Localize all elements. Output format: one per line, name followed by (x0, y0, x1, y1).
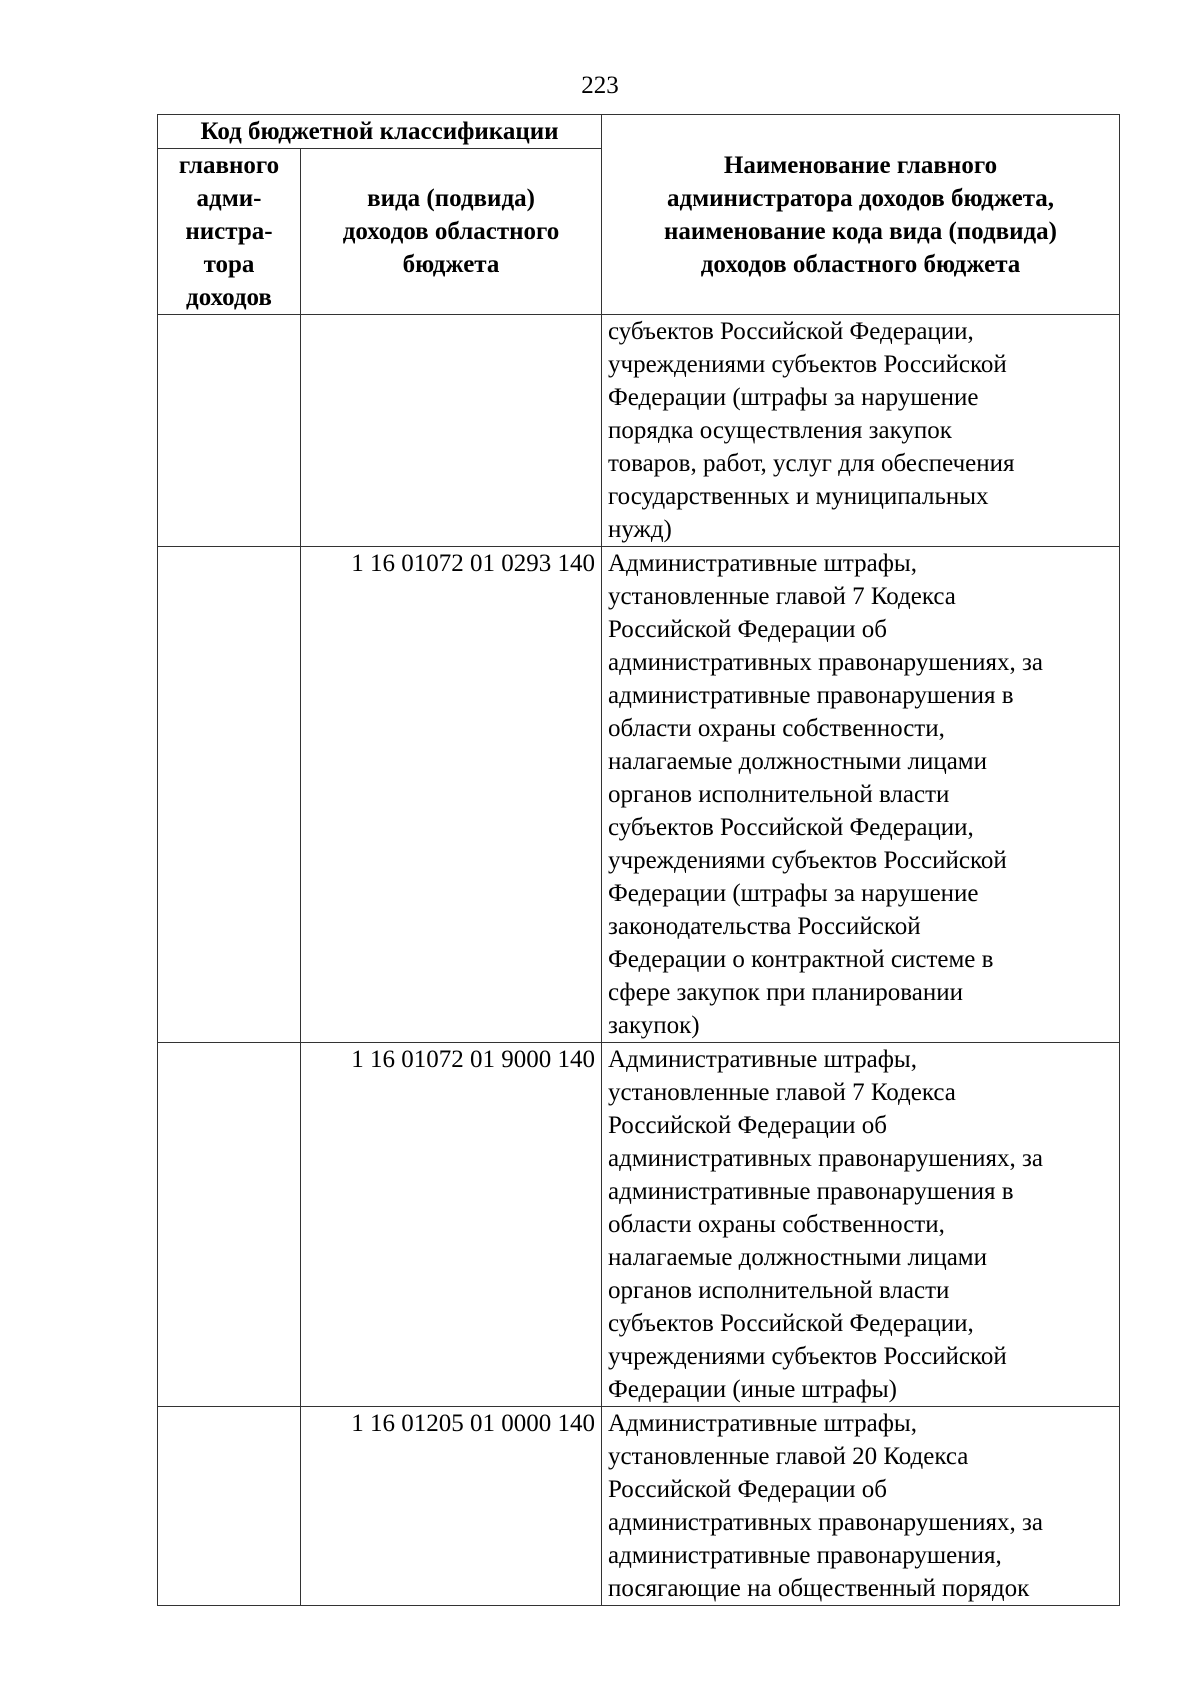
budget-classification-table (157, 114, 1120, 1606)
name-cell (602, 315, 1120, 547)
name-line: административных правонарушениях, за (608, 1509, 1043, 1536)
name-line: Административные штрафы, (608, 1046, 917, 1073)
name-line: Федерации (штрафы за нарушение (608, 384, 979, 411)
kind-code-cell (301, 315, 602, 547)
header-admin-line: доходов (186, 284, 272, 311)
header-name-line: администратора доходов бюджета, (666, 184, 1055, 212)
table-body (158, 315, 1120, 1606)
name-line: области охраны собственности, (608, 715, 945, 742)
name-line: административные правонарушения, (608, 1542, 1002, 1569)
table-row (158, 547, 1120, 1043)
name-line: административные правонарушения в (608, 1178, 1014, 1205)
name-line: нужд) (608, 516, 672, 543)
name-line: Федерации о контрактной системе в (608, 946, 994, 973)
name-line: области охраны собственности, (608, 1211, 945, 1238)
header-admin-line: нистра- (185, 218, 273, 245)
name-line: субъектов Российской Федерации, (608, 814, 974, 841)
name-line: установленные главой 7 Кодекса (608, 1079, 956, 1106)
header-name-column (602, 115, 1120, 315)
name-line: административные правонарушения в (608, 682, 1014, 709)
name-line: установленные главой 7 Кодекса (608, 583, 956, 610)
kind-code-cell: 1 16 01072 01 0293 140 (301, 547, 602, 1043)
name-line: порядка осуществления закупок (608, 417, 952, 444)
header-name-line: Наименование главного (723, 151, 998, 179)
name-cell (602, 547, 1120, 1043)
table-row (158, 1407, 1120, 1606)
name-line: государственных и муниципальных (608, 483, 989, 510)
admin-code-cell (158, 547, 301, 1043)
admin-code-cell (158, 1043, 301, 1407)
name-line: товаров, работ, услуг для обеспечения (608, 450, 1015, 477)
kind-code-cell: 1 16 01205 01 0000 140 (301, 1407, 602, 1606)
admin-code-cell (158, 1407, 301, 1606)
name-line: Федерации (иные штрафы) (608, 1376, 897, 1403)
header-kind-line: бюджета (402, 251, 500, 278)
name-line: субъектов Российской Федерации, (608, 1310, 974, 1337)
name-line: налагаемые должностными лицами (608, 748, 987, 775)
header-kind-column (301, 149, 602, 315)
page-number: 223 (581, 72, 619, 99)
table-row (158, 1043, 1120, 1407)
header-kind-line: вида (подвида) (367, 185, 535, 212)
name-line: учреждениями субъектов Российской (608, 1343, 1007, 1370)
name-line: Российской Федерации об (608, 1476, 887, 1503)
header-row-group (158, 115, 1120, 149)
name-line: административных правонарушениях, за (608, 649, 1043, 676)
header-admin-line: главного (178, 152, 280, 179)
name-line: административных правонарушениях, за (608, 1145, 1043, 1172)
name-line: органов исполнительной власти (608, 1277, 950, 1304)
name-line: Федерации (штрафы за нарушение (608, 880, 979, 907)
header-budget-classification-code: Код бюджетной классификации (158, 115, 602, 149)
name-line: налагаемые должностными лицами (608, 1244, 987, 1271)
header-name-line: доходов областного бюджета (700, 250, 1021, 278)
header-name-line: наименование кода вида (подвида) (664, 217, 1057, 245)
admin-code-cell (158, 315, 301, 547)
header-admin-line: адми- (196, 185, 262, 212)
table-header (158, 115, 1120, 315)
name-line: учреждениями субъектов Российской (608, 847, 1007, 874)
table-row (158, 315, 1120, 547)
name-cell (602, 1407, 1120, 1606)
name-line: посягающие на общественный порядок (608, 1575, 1030, 1602)
name-line: Российской Федерации об (608, 616, 887, 643)
name-line: Российской Федерации об (608, 1112, 887, 1139)
name-line: Административные штрафы, (608, 1410, 917, 1437)
name-cell (602, 1043, 1120, 1407)
kind-code-cell: 1 16 01072 01 9000 140 (301, 1043, 602, 1407)
header-admin-column (158, 149, 301, 315)
name-line: сфере закупок при планировании (608, 979, 964, 1006)
header-admin-line: тора (203, 251, 255, 278)
name-line: органов исполнительной власти (608, 781, 950, 808)
name-line: закупок) (608, 1012, 700, 1039)
header-kind-line: доходов областного (342, 218, 560, 245)
name-line: законодательства Российской (608, 913, 921, 940)
name-line: субъектов Российской Федерации, (608, 318, 974, 345)
name-line: Административные штрафы, (608, 550, 917, 577)
name-line: учреждениями субъектов Российской (608, 351, 1007, 378)
name-line: установленные главой 20 Кодекса (608, 1443, 969, 1470)
